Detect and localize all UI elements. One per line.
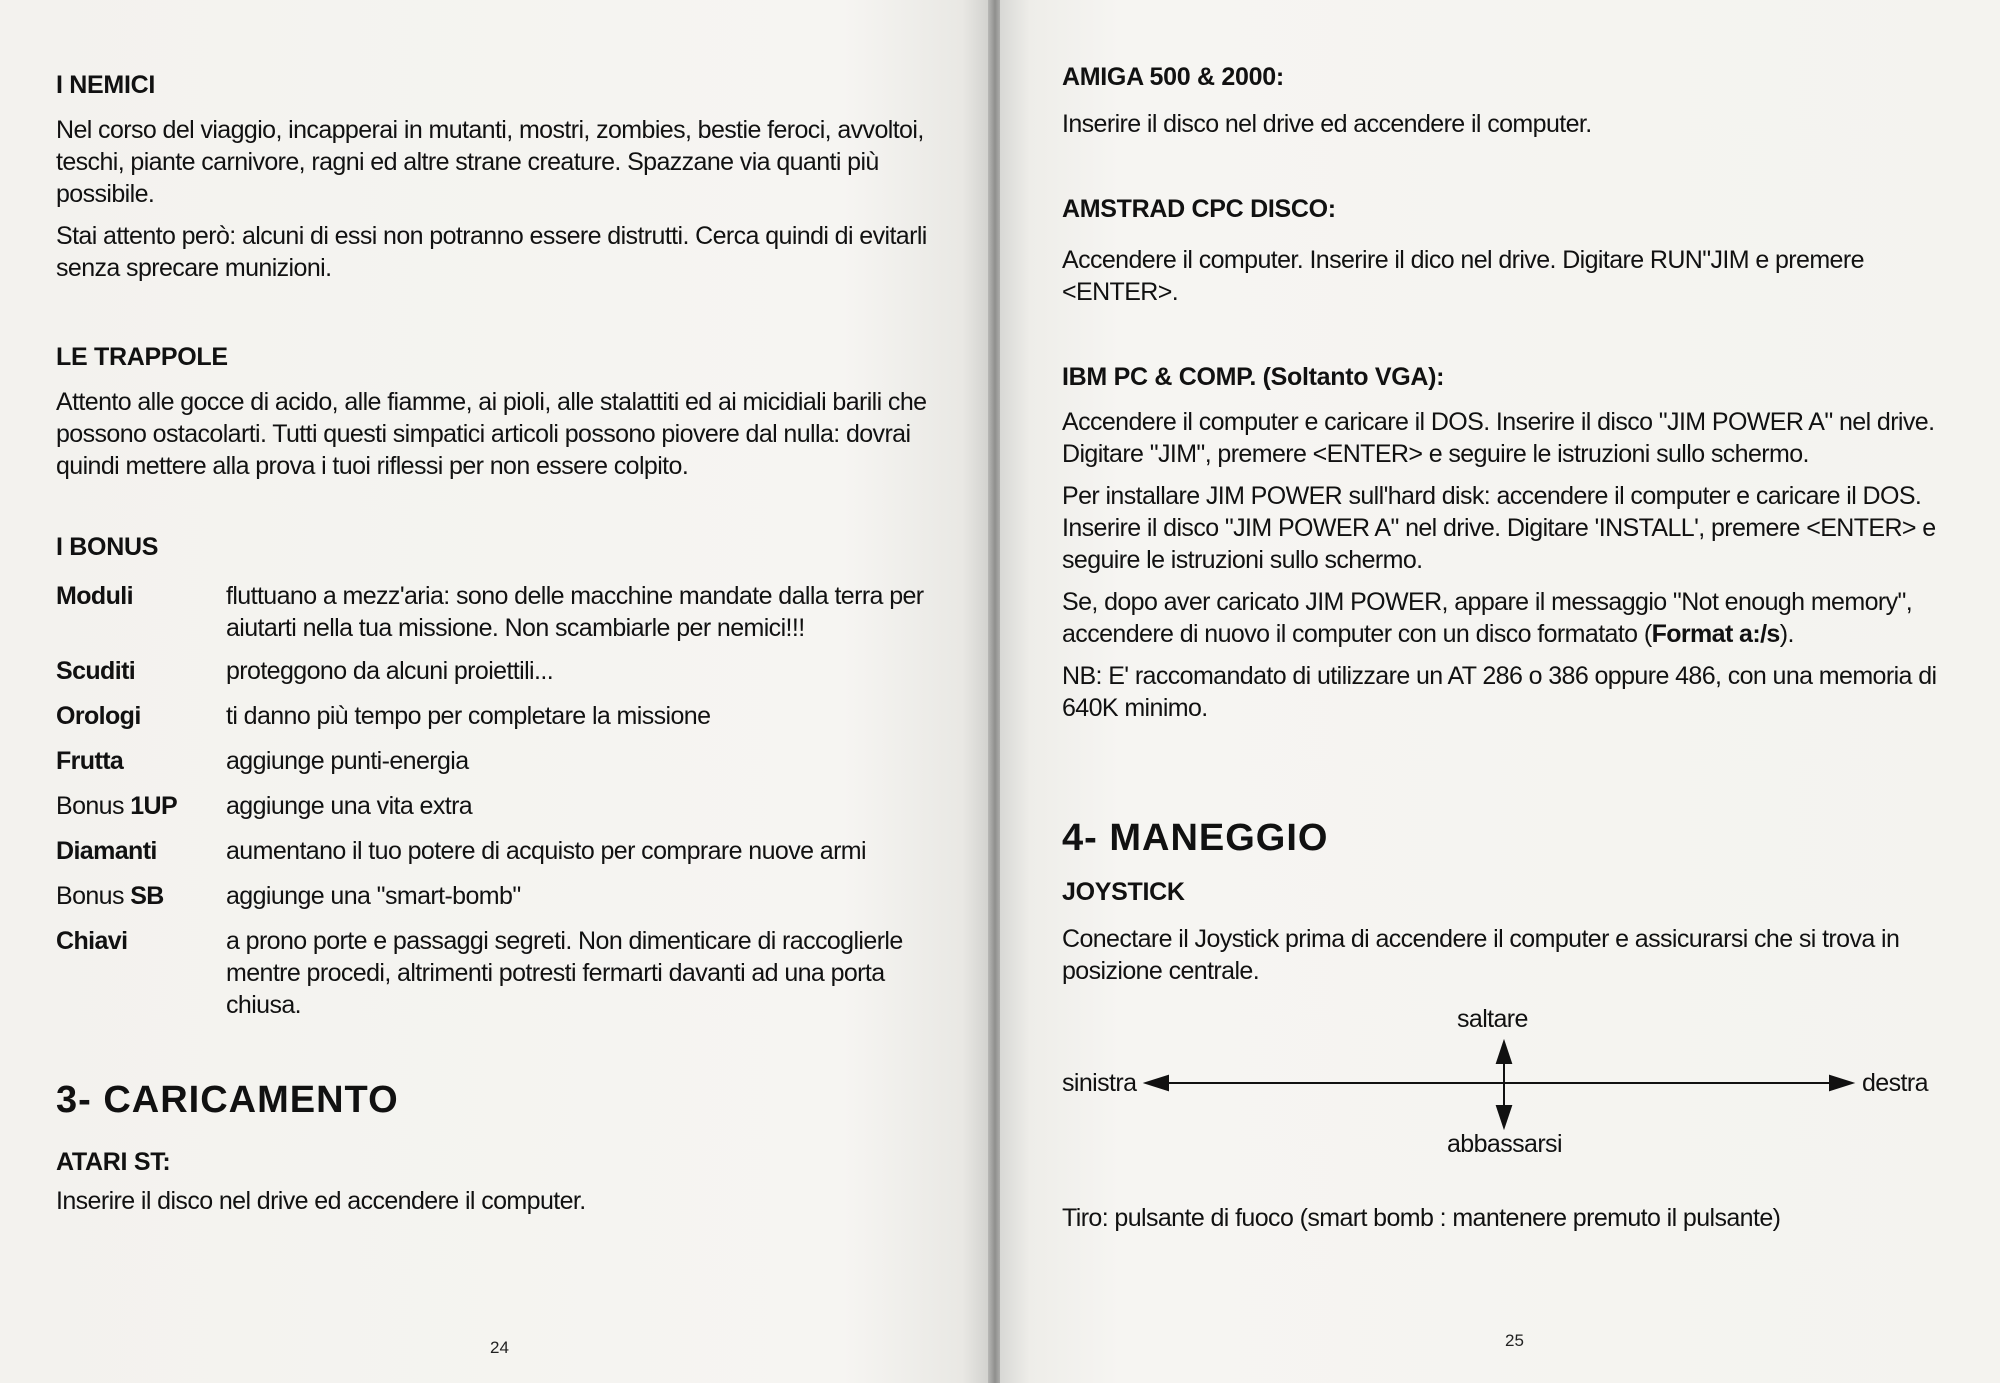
bonus-description: aggiunge una vita extra xyxy=(226,792,473,820)
ibm-heading: IBM PC & COMP. (Soltanto VGA): xyxy=(1062,363,1445,391)
ibm-section xyxy=(1062,360,1942,724)
ibm-paragraph-4: NB: E' raccomandato di utilizzare un AT 286 o 386 oppure 486, con una memoria di 640K minimo. xyxy=(1062,662,1937,722)
bonus-term xyxy=(56,745,226,777)
bonus-description: proteggono da alcuni proiettili... xyxy=(226,657,554,685)
diagram-label-up: saltare xyxy=(1457,1005,1528,1033)
bonus-term-name: Diamanti xyxy=(56,837,157,865)
bonus-term xyxy=(56,790,226,822)
maneggio-section xyxy=(1062,815,1942,987)
bonus-term xyxy=(56,925,226,957)
bonus-description: aggiunge una "smart-bomb" xyxy=(226,882,521,910)
bonus-description: aumentano il tuo potere di acquisto per comprare nuove armi xyxy=(226,837,866,865)
ibm-paragraph-1: Accendere il computer e caricare il DOS. Inserire il disco "JIM POWER A" nel drive. Digitare "JIM", premere <ENTER> e seguire le istruzioni sullo schermo. xyxy=(1062,408,1935,468)
trappole-heading: LE TRAPPOLE xyxy=(56,343,228,371)
bonus-term-name: Chiavi xyxy=(56,927,128,955)
nemici-paragraph-1: Nel corso del viaggio, incapperai in mutanti, mostri, zombies, bestie feroci, avvoltoi, teschi, piante carnivore, ragni ed altre strane creature. Spazzane via quanti più possibile. xyxy=(56,116,924,208)
amiga-text: Inserire il disco nel drive ed accendere il computer. xyxy=(1062,110,1592,138)
page-number-right: 25 xyxy=(1505,1331,1524,1350)
atari-heading: ATARI ST: xyxy=(56,1148,171,1176)
amstrad-section xyxy=(1062,192,1942,308)
arrow-right-icon xyxy=(1830,1076,1852,1090)
diagram-label-left: sinistra xyxy=(1062,1069,1137,1097)
bonus-description: fluttuano a mezz'aria: sono delle macchine mandate dalla terra per aiutarti nella tua missione. Non scambiarle per nemici!!! xyxy=(226,582,924,642)
ibm-p3-after: ). xyxy=(1779,620,1794,648)
bonus-term-prefix: Bonus xyxy=(56,792,131,820)
arrow-left-icon xyxy=(1146,1076,1168,1090)
page-number-left: 24 xyxy=(490,1338,509,1357)
bonus-description: ti danno più tempo per completare la missione xyxy=(226,702,711,730)
bonus-term-name: Scuditi xyxy=(56,657,136,685)
bonus-description: aggiunge punti-energia xyxy=(226,747,469,775)
amstrad-heading: AMSTRAD CPC DISCO: xyxy=(1062,195,1336,223)
bonus-term-prefix: Bonus xyxy=(56,882,131,910)
trappole-section xyxy=(56,340,936,482)
bonus-description: a prono porte e passaggi segreti. Non dimenticare di raccoglierle mentre procedi, altrimenti potresti fermarti davanti ad una porta chiusa. xyxy=(226,927,903,1019)
atari-text: Inserire il disco nel drive ed accendere il computer. xyxy=(56,1187,586,1215)
nemici-section xyxy=(56,68,936,284)
bonus-section xyxy=(56,530,936,564)
fire-text: Tiro: pulsante di fuoco (smart bomb : mantenere premuto il pulsante) xyxy=(1062,1204,1781,1232)
left-page xyxy=(0,0,992,1383)
ibm-p3-format: Format a:/s xyxy=(1651,620,1780,648)
diagram-label-down: abbassarsi xyxy=(1447,1130,1562,1158)
trappole-paragraph: Attento alle gocce di acido, alle fiamme, ai pioli, alle stalattiti ed ai micidiali barili che possono ostacolarti. Tutti questi simpatici articoli possono piovere dal nulla: dovrai quindi mettere alla prova i tuoi riflessi per non essere colpito. xyxy=(56,388,927,480)
joystick-text: Conectare il Joystick prima di accendere il computer e assicurarsi che si trova in posizione centrale. xyxy=(1062,925,1900,985)
ibm-paragraph-3 xyxy=(1062,586,1942,650)
bonus-term-name: Moduli xyxy=(56,582,133,610)
right-page xyxy=(1000,0,2000,1383)
amiga-heading: AMIGA 500 & 2000: xyxy=(1062,63,1284,91)
maneggio-heading: 4- MANEGGIO xyxy=(1062,817,1329,859)
bonus-term xyxy=(56,700,226,732)
direction-arrows xyxy=(1062,1005,1942,1165)
bonus-term-name: Frutta xyxy=(56,747,124,775)
bonus-term xyxy=(56,880,226,912)
arrow-up-icon xyxy=(1497,1042,1511,1063)
arrow-down-icon xyxy=(1497,1106,1511,1127)
joystick-heading: JOYSTICK xyxy=(1062,878,1185,906)
bonus-term xyxy=(56,580,226,612)
caricamento-section xyxy=(56,1077,936,1217)
bonus-term-name: Orologi xyxy=(56,702,141,730)
nemici-paragraph-2: Stai attento però: alcuni di essi non potranno essere distrutti. Cerca quindi di evitarli senza sprecare munizioni. xyxy=(56,222,927,282)
amstrad-text: Accendere il computer. Inserire il dico nel drive. Digitare RUN"JIM e premere <ENTER>. xyxy=(1062,246,1864,306)
bonus-term xyxy=(56,835,226,867)
bonus-term-name: SB xyxy=(130,882,164,910)
nemici-heading: I NEMICI xyxy=(56,71,155,99)
ibm-p3-before: Se, dopo aver caricato JIM POWER, appare il messaggio "Not enough memory", accendere di nuovo il computer con un disco formatato ( xyxy=(1062,588,1913,648)
fire-section xyxy=(1062,1202,1942,1234)
bonus-heading: I BONUS xyxy=(56,533,159,561)
ibm-paragraph-2: Per installare JIM POWER sull'hard disk: accendere il computer e caricare il DOS. Inserire il disco "JIM POWER A" nel drive. Digitare 'INSTALL', premere <ENTER> e seguire le istruzioni sullo schermo. xyxy=(1062,482,1936,574)
caricamento-heading: 3- CARICAMENTO xyxy=(56,1079,399,1121)
amiga-section xyxy=(1062,60,1942,140)
bonus-term-name: 1UP xyxy=(130,792,178,820)
diagram-label-right: destra xyxy=(1862,1069,1928,1097)
bonus-term xyxy=(56,655,226,687)
